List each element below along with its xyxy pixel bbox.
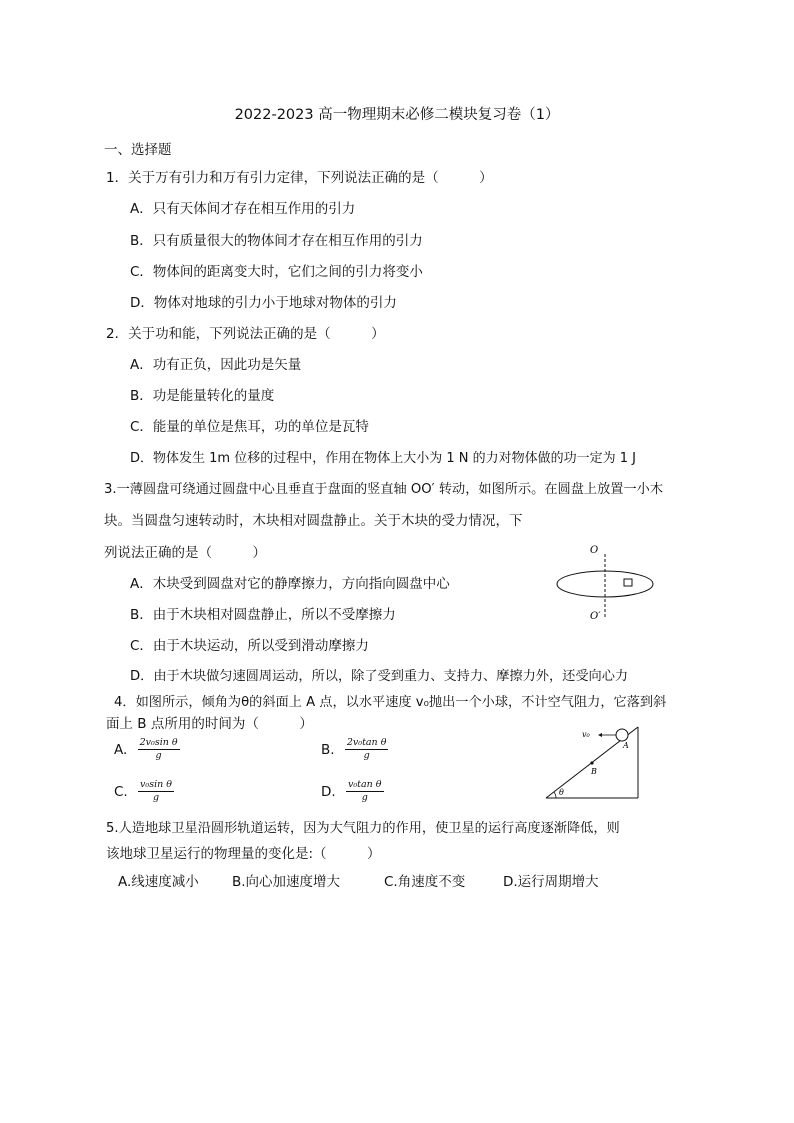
question-4-option-b: [321, 737, 388, 762]
question-4-option-d: [321, 779, 384, 804]
option-c-label: C.: [114, 783, 128, 800]
question-5-option-d: D.运行周期增大: [503, 874, 599, 890]
option-c-fraction: $\frac{\text{v₀sin θ}}{g}$: [140, 779, 172, 803]
option-d-fraction: $\frac{\text{v₀tan θ}}{g}$: [347, 779, 382, 803]
question-5-option-a: A.线速度减小: [118, 874, 199, 890]
axis-label-bottom: O′: [590, 611, 601, 622]
question-4-stem-line1: 4．如图所示，倾角为θ的斜面上 A 点，以水平速度 v₀抛出一个小球，不计空气阻力，它落到斜: [114, 695, 667, 710]
wood-block: [624, 579, 632, 586]
question-5-stem-line2: 该地球卫星运行的物理量的变化是:（ ）: [106, 846, 381, 862]
question-5-stem-line1: 5.人造地球卫星沿圆形轨道运转，因为大气阻力的作用，使卫星的运行高度逐渐降低，则: [106, 821, 620, 836]
question-3-option-b: B．由于木块相对圆盘静止，所以不受摩擦力: [130, 607, 396, 623]
ball: [616, 729, 628, 741]
option-b-label: B.: [321, 741, 335, 758]
question-2-stem: 2．关于功和能，下列说法正确的是（ ）: [106, 326, 385, 342]
rotating-disk-figure: [550, 540, 670, 626]
question-5-option-b: B.向心加速度增大: [232, 874, 341, 890]
v0-label: v₀: [582, 730, 590, 739]
velocity-arrowhead: [598, 733, 602, 737]
axis-label-top: O: [590, 545, 599, 556]
question-1-option-c: C．物体间的距离变大时，它们之间的引力将变小: [130, 264, 423, 280]
option-a-label: A.: [114, 741, 128, 758]
page-title: 2022-2023 高一物理期末必修二模块复习卷（1）: [234, 107, 560, 123]
point-b: [590, 761, 593, 764]
point-a-label: A: [623, 741, 629, 750]
question-1-option-d: D．物体对地球的引力小于地球对物体的引力: [130, 295, 397, 311]
question-2-option-b: B．功是能量转化的量度: [130, 388, 275, 404]
theta-label: θ: [559, 788, 564, 797]
question-1-option-b: B．只有质量很大的物体间才存在相互作用的引力: [130, 233, 423, 249]
question-3-option-a: A．木块受到圆盘对它的静摩擦力，方向指向圆盘中心: [130, 576, 450, 592]
question-3-option-c: C．由于木块运动，所以受到滑动摩擦力: [130, 638, 369, 654]
question-3-stem-line3: 列说法正确的是（ ）: [104, 545, 266, 561]
question-5-option-c: C.角速度不变: [384, 874, 466, 890]
question-1-option-a: A．只有天体间才存在相互作用的引力: [130, 201, 356, 217]
option-b-fraction: $\frac{\text{2v₀tan θ}}{g}$: [346, 737, 387, 761]
question-4-option-c: [114, 779, 174, 804]
incline-projectile-figure: [540, 722, 645, 802]
question-3-stem-line1: 3.一薄圆盘可绕通过圆盘中心且垂直于盘面的竖直轴 OO′ 转动，如图所示。在圆盘上放置一小木: [104, 482, 664, 497]
question-2-option-c: C．能量的单位是焦耳，功的单位是瓦特: [130, 419, 369, 435]
theta-arc: [554, 792, 556, 798]
option-a-fraction: $\frac{\text{2v₀sin θ}}{g}$: [139, 737, 178, 761]
question-3-option-d: D．由于木块做匀速圆周运动，所以，除了受到重力、支持力、摩擦力外，还受向心力: [130, 669, 629, 684]
point-b-label: B: [591, 767, 597, 776]
question-1-stem: 1．关于万有引力和万有引力定律，下列说法正确的是（ ）: [106, 170, 493, 186]
section-heading: 一、选择题: [104, 142, 172, 158]
question-2-option-d: D．物体发生 1m 位移的过程中，作用在物体上大小为 1 N 的力对物体做的功一定为 1 J: [130, 451, 636, 466]
question-3-stem-line2: 块。当圆盘匀速转动时，木块相对圆盘静止。关于木块的受力情况，下: [104, 513, 523, 529]
question-4-stem-line2: 面上 B 点所用的时间为（ ）: [106, 716, 313, 732]
question-4-option-a: [114, 737, 180, 762]
option-d-label: D.: [321, 783, 336, 800]
question-2-option-a: A．功有正负，因此功是矢量: [130, 357, 302, 373]
